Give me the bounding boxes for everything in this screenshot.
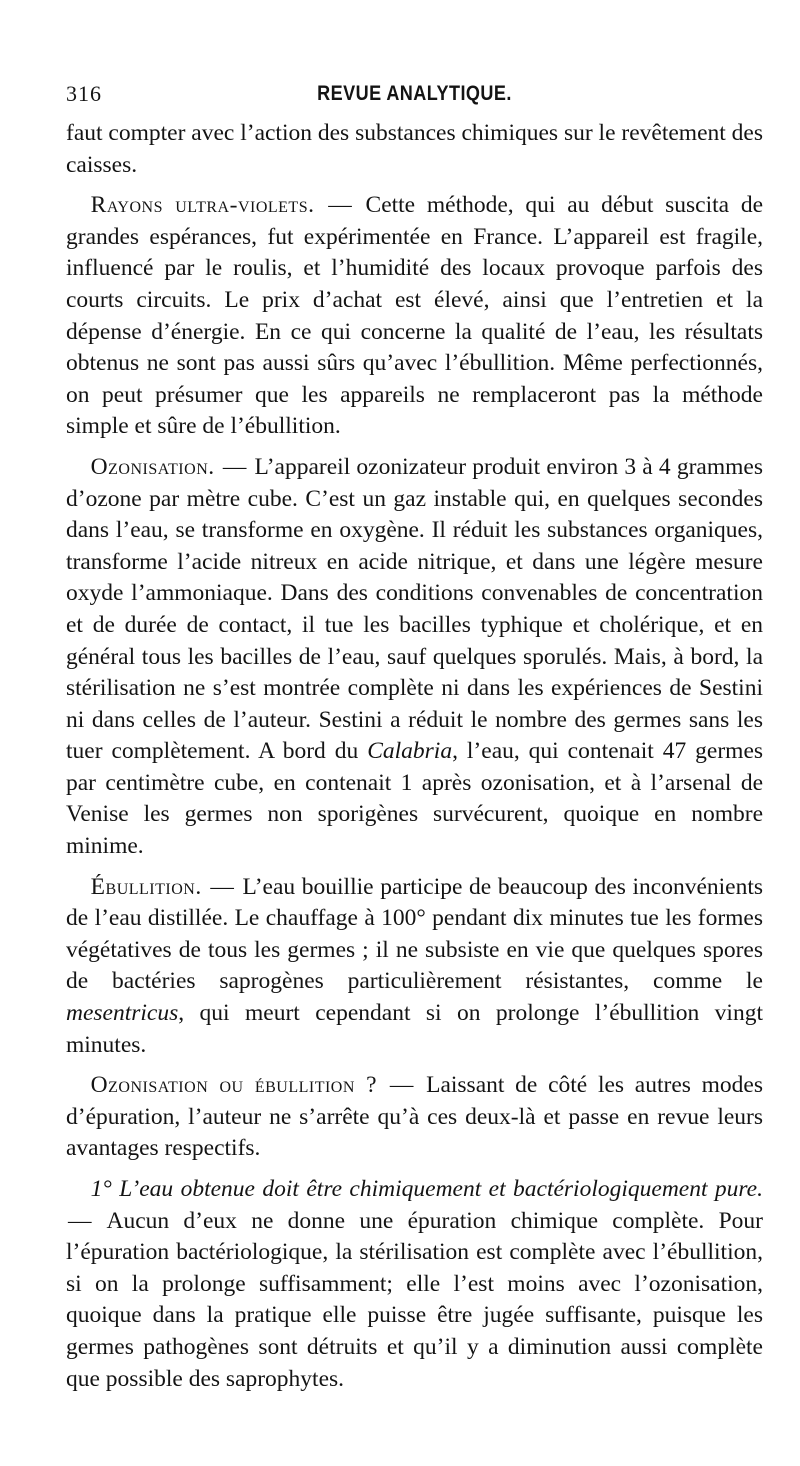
paragraph-continuation [66, 118, 763, 181]
em-dash: — [210, 873, 234, 900]
paragraph-ozonisation [66, 452, 763, 863]
paragraph-ebullition [66, 872, 763, 1062]
running-title: REVUE ANALYTIQUE. [317, 82, 512, 105]
em-dash: — [68, 1207, 92, 1234]
em-dash: — [222, 453, 247, 480]
document-page [66, 78, 763, 1395]
paragraph-text-continued: , qui meurt cependant si on prolonge l’ébullition vingt minutes. [66, 1000, 763, 1058]
em-dash: — [328, 192, 352, 219]
ship-name: Calabria [367, 738, 453, 765]
paragraph-text: faut compter avec l’action des substances chimiques sur le revêtement des caisses. [66, 120, 763, 178]
paragraph-rayons-ultra-violets [66, 190, 763, 443]
paragraph-text: Cette méthode, qui au début suscita de grandes espérances, fut expérimentée en France. L’appareil est fragile, influencé par le roulis, et l’humidité des locaux provoque parfois des courts circuits. Le prix d’achat est élevé, ainsi que l’entretien et la dépense d’énergie. En ce qui concerne la qualité de l’eau, les résultats obtenus ne sont pas aussi sûrs qu’avec l’ébullition. Même perfectionnés, on peut présumer que les appareils ne remplaceront pas la méthode simple et sûre de l’ébullition. [66, 192, 764, 440]
paragraph-text: L’eau bouillie participe de beaucoup des inconvénients de l’eau distillée. Le chauffage à 100° pendant dix minutes tue les formes végétatives de tous les germes ; il ne subsiste en vie que quelques spores de bactéries saprogènes particulièrement résistantes, comme le [66, 873, 764, 995]
paragraph-text-continued: , l’eau, qui contenait 47 germes par centimètre cube, en contenait 1 après ozonisation, et à l’arsenal de Venise les germes non sporigènes survécurent, quoique en nombre minime. [66, 738, 764, 860]
section-heading: Ozonisation ou ébullition ? [90, 1072, 378, 1099]
paragraph-ozonisation-ou-ebullition [66, 1070, 763, 1165]
paragraph-text: Aucun d’eux ne donne une épuration chimique complète. Pour l’épuration bactériologique, la stérilisation est complète avec l’ébullition, si on la prolonge suffisamment; elle l’est moins avec l’ozonisation, quoique dans la pratique elle puisse être jugée suffisante, puisque les germes pathogènes sont détruits et qu’il y a diminution aussi complète que possible des saprophytes. [66, 1207, 763, 1392]
paragraph-text: L’appareil ozonizateur produit environ 3 à 4 grammes d’ozone par mètre cube. C’est un gaz instable qui, en quelques secondes dans l’eau, se transforme en oxygène. Il réduit les substances organiques, transforme l’acide nitreux en acide nitrique, et dans une légère mesure oxyde l’ammoniaque. Dans des conditions convenables de concentration et de durée de contact, il tue les bacilles typhique et cholérique, et en général tous les bacilles de l’eau, sauf quelques sporulés. Mais, à bord, la stérilisation ne s’est montrée complète ni dans les expériences de Sestini ni dans celles de l’auteur. Sestini a réduit le nombre des germes sans les tuer complètement. A bord du [66, 453, 763, 765]
paragraph-point-1 [66, 1174, 763, 1395]
species-name: mesentricus [66, 1000, 179, 1027]
paragraph-text: Laissant de côté les autres modes d’épuration, l’auteur ne s’arrête qu’à ces deux-là et passe en revue leurs avantages respectifs. [66, 1072, 764, 1162]
point-lead: 1° L’eau obtenue doit être chimiquement et bactériologiquement pure. [90, 1176, 763, 1202]
section-heading: Ébullition. [90, 873, 202, 900]
section-heading: Ozonisation. [90, 453, 215, 480]
em-dash: — [389, 1072, 414, 1099]
running-head [66, 78, 763, 112]
page-number: 316 [66, 81, 102, 106]
section-heading: Rayons ultra-violets. [90, 192, 315, 219]
